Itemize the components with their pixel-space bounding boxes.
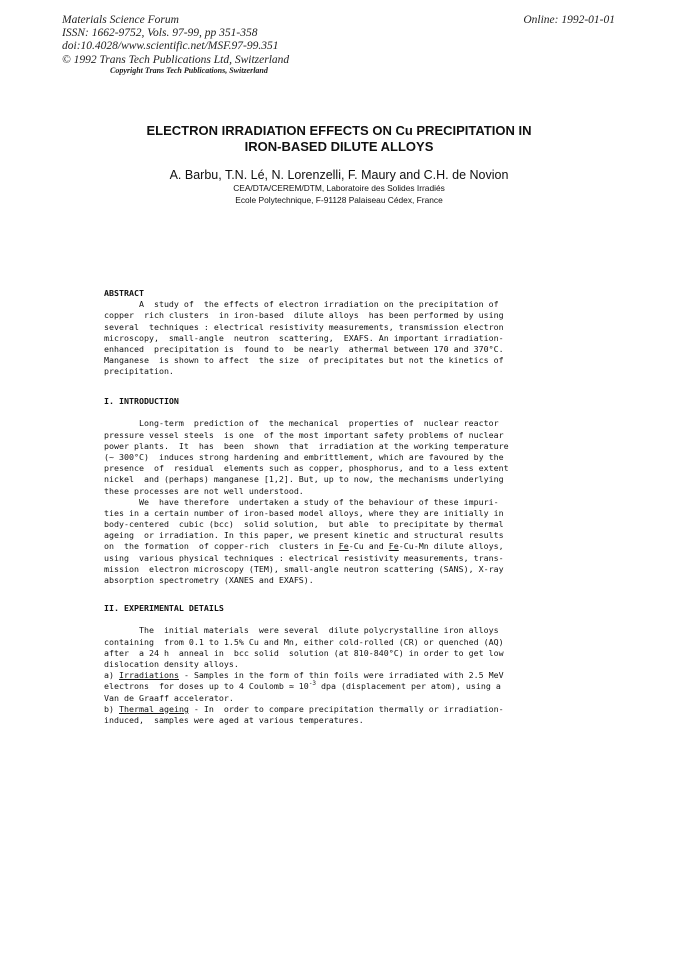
introduction-line: using various physical techniques : electrical resistivity measurements, trans- — [104, 552, 504, 563]
thermal-ageing-paragraph-line-2: induced, samples were aged at various temperatures. — [104, 714, 364, 725]
publisher-copyright: Copyright Trans Tech Publications, Switzerland — [110, 66, 268, 75]
introduction-line: ties in a certain number of iron-based model alloys, where they are initially in — [104, 507, 504, 518]
introduction-heading: I. INTRODUCTION — [104, 396, 179, 406]
introduction-line: on the formation of copper-rich clusters in Fe-Cu and Fe-Cu-Mn dilute alloys, — [104, 541, 504, 552]
introduction-line: pressure vessel steels is one of the most important safety problems of nuclear — [104, 429, 504, 440]
introduction-line: body-centered cubic (bcc) solid solution, but able to precipitate by thermal — [104, 519, 504, 530]
affiliation — [0, 183, 678, 206]
irradiations-paragraph-line-1: a) Irradiations - Samples in the form of thin foils were irradiated with 2.5 MeV — [104, 670, 504, 681]
irradiations-paragraph-line-3: Van de Graaff accelerator. — [104, 692, 234, 703]
title-line-2: IRON-BASED DILUTE ALLOYS — [244, 139, 434, 154]
online-date: Online: 1992-01-01 — [523, 14, 615, 26]
abstract-text — [104, 299, 544, 377]
experimental-text — [104, 625, 544, 670]
introduction-line: Long-term prediction of the mechanical properties of nuclear reactor — [104, 418, 499, 429]
abstract-line: Manganese is shown to affect the size of precipitates but not the kinetics of — [104, 355, 504, 366]
abstract-line: copper rich clusters in iron-based dilute alloys has been performed by using — [104, 310, 504, 321]
abstract-line: enhanced precipitation is found to be nearly athermal between 170 and 370°C. — [104, 343, 504, 354]
introduction-line: these processes are not well understood. — [104, 485, 304, 496]
introduction-line: nickel and (perhaps) manganese [1,2]. But, up to now, the mechanisms underlying — [104, 474, 504, 485]
introduction-line: (~ 300°C) induces strong hardening and embrittlement, which are favoured by the — [104, 451, 504, 462]
introduction-line: We have therefore undertaken a study of the behaviour of these impuri- — [104, 496, 499, 507]
thermal-ageing-term: Thermal ageing — [119, 703, 189, 714]
abstract-line: microscopy, small-angle neutron scattering, EXAFS. An important irradiation- — [104, 332, 504, 343]
experimental-line: dislocation density alloys. — [104, 658, 239, 669]
title-line-1: ELECTRON IRRADIATION EFFECTS ON Cu PRECIPITATION IN — [146, 123, 532, 138]
abstract-section — [104, 288, 544, 378]
abstract-line: A study of the effects of electron irradiation on the precipitation of — [104, 299, 499, 310]
publication-meta — [62, 14, 289, 67]
introduction-line: presence of residual elements such as copper, phosphorus, and to a less extent — [104, 463, 509, 474]
introduction-line: power plants. It has been shown that irradiation at the working temperature — [104, 440, 509, 451]
irradiations-term: Irradiations — [119, 670, 179, 681]
issn-line: ISSN: 1662-9752, Vols. 97-99, pp 351-358 — [62, 27, 258, 40]
experimental-section — [104, 603, 544, 726]
fe-term: Fe — [338, 541, 349, 552]
abstract-line: several techniques : electrical resistivity measurements, transmission electron — [104, 321, 504, 332]
copyright-line: © 1992 Trans Tech Publications Ltd, Switzerland — [62, 53, 290, 66]
thermal-ageing-paragraph-line-1: b) Thermal ageing - In order to compare precipitation thermally or irradiation- — [104, 703, 504, 714]
abstract-heading: ABSTRACT — [104, 288, 144, 298]
introduction-section — [104, 396, 544, 586]
experimental-heading: II. EXPERIMENTAL DETAILS — [104, 603, 224, 613]
affiliation-line-1: CEA/DTA/CEREM/DTM, Laboratoire des Solides Irradiés — [233, 183, 445, 193]
paper-title — [0, 123, 678, 155]
introduction-line: ageing or irradiation. In this paper, we present kinetic and structural results — [104, 530, 504, 541]
journal-name: Materials Science Forum — [62, 14, 179, 26]
authors: A. Barbu, T.N. Lé, N. Lorenzelli, F. Maury and C.H. de Novion — [169, 168, 509, 182]
fe-term: Fe — [388, 541, 399, 552]
experimental-line: after a 24 h anneal in bcc solid solution (at 810-840°C) in order to get low — [104, 647, 504, 658]
experimental-line: The initial materials were several dilute polycrystalline iron alloys — [104, 625, 499, 636]
experimental-line: containing from 0.1 to 1.5% Cu and Mn, either cold-rolled (CR) or quenched (AQ) — [104, 636, 504, 647]
affiliation-line-2: Ecole Polytechnique, F-91128 Palaiseau Cédex, France — [235, 194, 443, 205]
doi-line: doi:10.4028/www.scientific.net/MSF.97-99.351 — [62, 40, 279, 53]
abstract-line: precipitation. — [104, 366, 174, 377]
introduction-line: mission electron microscopy (TEM), small-angle neutron scattering (SANS), X-ray — [104, 563, 504, 574]
introduction-line: absorption spectrometry (XANES and EXAFS). — [104, 575, 314, 585]
introduction-text — [104, 418, 544, 586]
irradiations-paragraph-line-2: electrons for doses up to 4 Coulomb ≃ $10^{-3}$ dpa (displacement per atom), using a — [104, 680, 501, 692]
